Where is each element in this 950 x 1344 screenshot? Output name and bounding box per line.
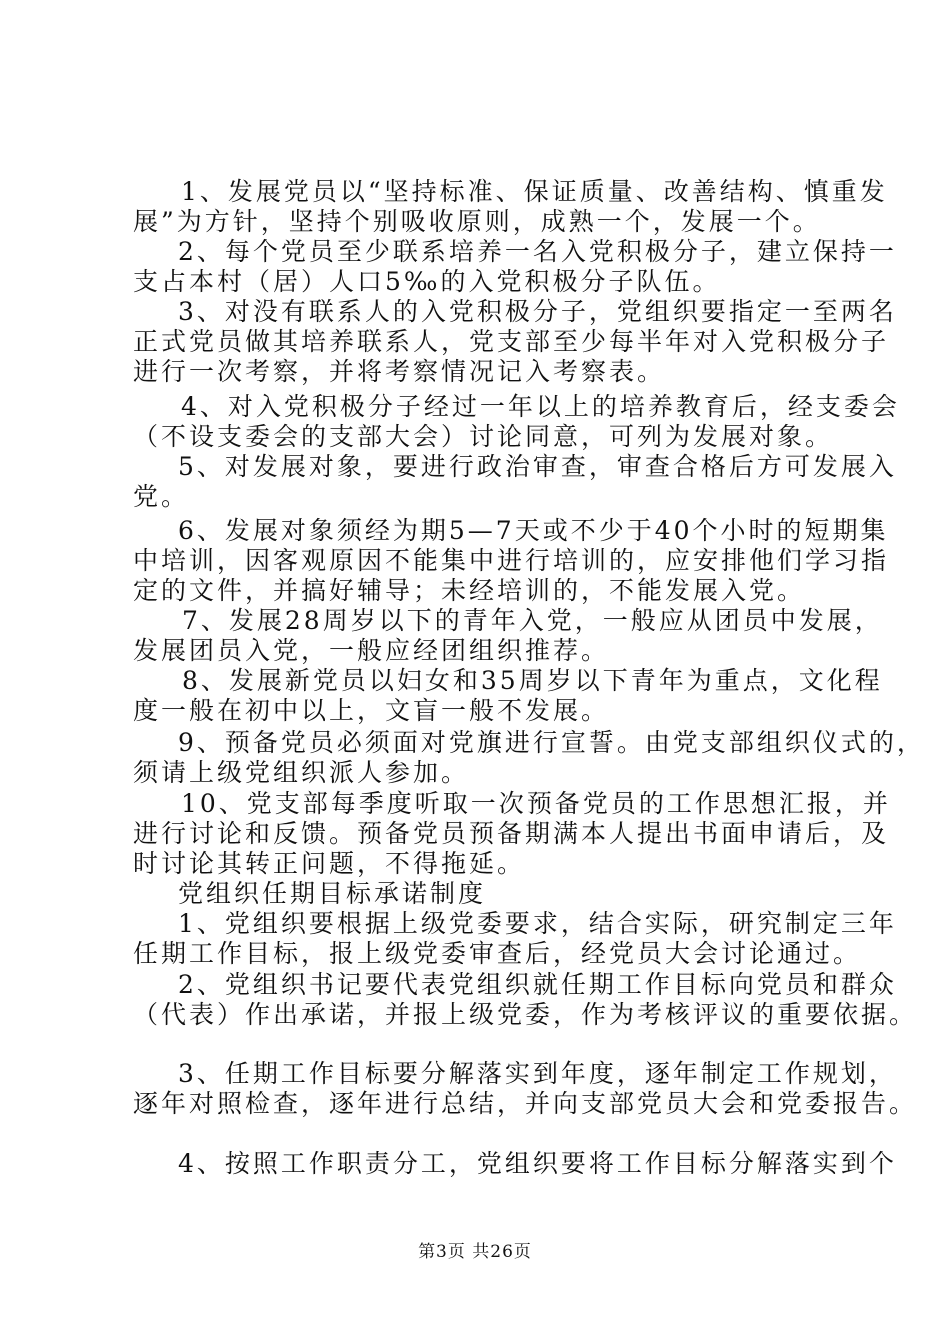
section-title: 党组织任期目标承诺制度 [178,879,487,908]
text-line: 度一般在初中以上，文盲一般不发展。 [133,696,610,725]
text-line: 3、任期工作目标要分解落实到年度，逐年制定工作规划， [178,1059,897,1088]
text-line: 展”为方针，坚持个别吸收原则，成熟一个，发展一个。 [133,207,821,236]
text-line: 5、对发展对象，要进行政治审查，审查合格后方可发展入 [178,452,897,481]
page-number-footer: 第3页 共26页 [418,1242,532,1262]
text-line: 进行讨论和反馈。预备党员预备期满本人提出书面申请后，及 [133,819,890,848]
text-line: 定的文件，并搞好辅导；未经培训的，不能发展入党。 [133,576,806,605]
text-line: 党。 [133,482,190,511]
text-line: 发展团员入党，一般应经团组织推荐。 [133,636,610,665]
text-line: 逐年对照检查，逐年进行总结，并向支部党员大会和党委报告。 [133,1089,918,1118]
text-line: 1、发展党员以“坚持标准、保证质量、改善结构、慎重发 [181,177,888,206]
text-line: 6、发展对象须经为期5—7天或不少于40个小时的短期集 [178,516,889,545]
text-line: 支占本村（居）人口5‰的入党积极分子队伍。 [133,267,721,296]
text-line: 时讨论其转正问题，不得拖延。 [133,849,526,878]
text-line: 须请上级党组织派人参加。 [133,758,470,787]
text-line: 任期工作目标，报上级党委审查后，经党员大会讨论通过。 [133,939,862,968]
text-line: 1、党组织要根据上级党委要求，结合实际，研究制定三年 [178,909,897,938]
text-line: 4、按照工作职责分工，党组织要将工作目标分解落实到个 [178,1149,897,1178]
text-line: 4、对入党积极分子经过一年以上的培养教育后，经支委会 [181,392,900,421]
text-line: 中培训，因客观原因不能集中进行培训的，应安排他们学习指 [133,546,890,575]
text-line: 9、预备党员必须面对党旗进行宣誓。由党支部组织仪式的， [178,728,925,757]
text-line: 3、对没有联系人的入党积极分子，党组织要指定一至两名 [178,297,897,326]
text-line: 10、党支部每季度听取一次预备党员的工作思想汇报，并 [181,789,891,818]
text-line: 2、每个党员至少联系培养一名入党积极分子，建立保持一 [178,237,897,266]
text-line: （不设支委会的支部大会）讨论同意，可列为发展对象。 [133,422,834,451]
text-line: （代表）作出承诺，并报上级党委，作为考核评议的重要依据。 [133,1000,918,1029]
text-line: 7、发展28周岁以下的青年入党，一般应从团员中发展， [182,606,883,635]
text-line: 2、党组织书记要代表党组织就任期工作目标向党员和群众 [178,970,897,999]
text-line: 正式党员做其培养联系人，党支部至少每半年对入党积极分子 [133,327,890,356]
text-line: 8、发展新党员以妇女和35周岁以下青年为重点，文化程 [182,666,883,695]
text-line: 进行一次考察，并将考察情况记入考察表。 [133,357,666,386]
